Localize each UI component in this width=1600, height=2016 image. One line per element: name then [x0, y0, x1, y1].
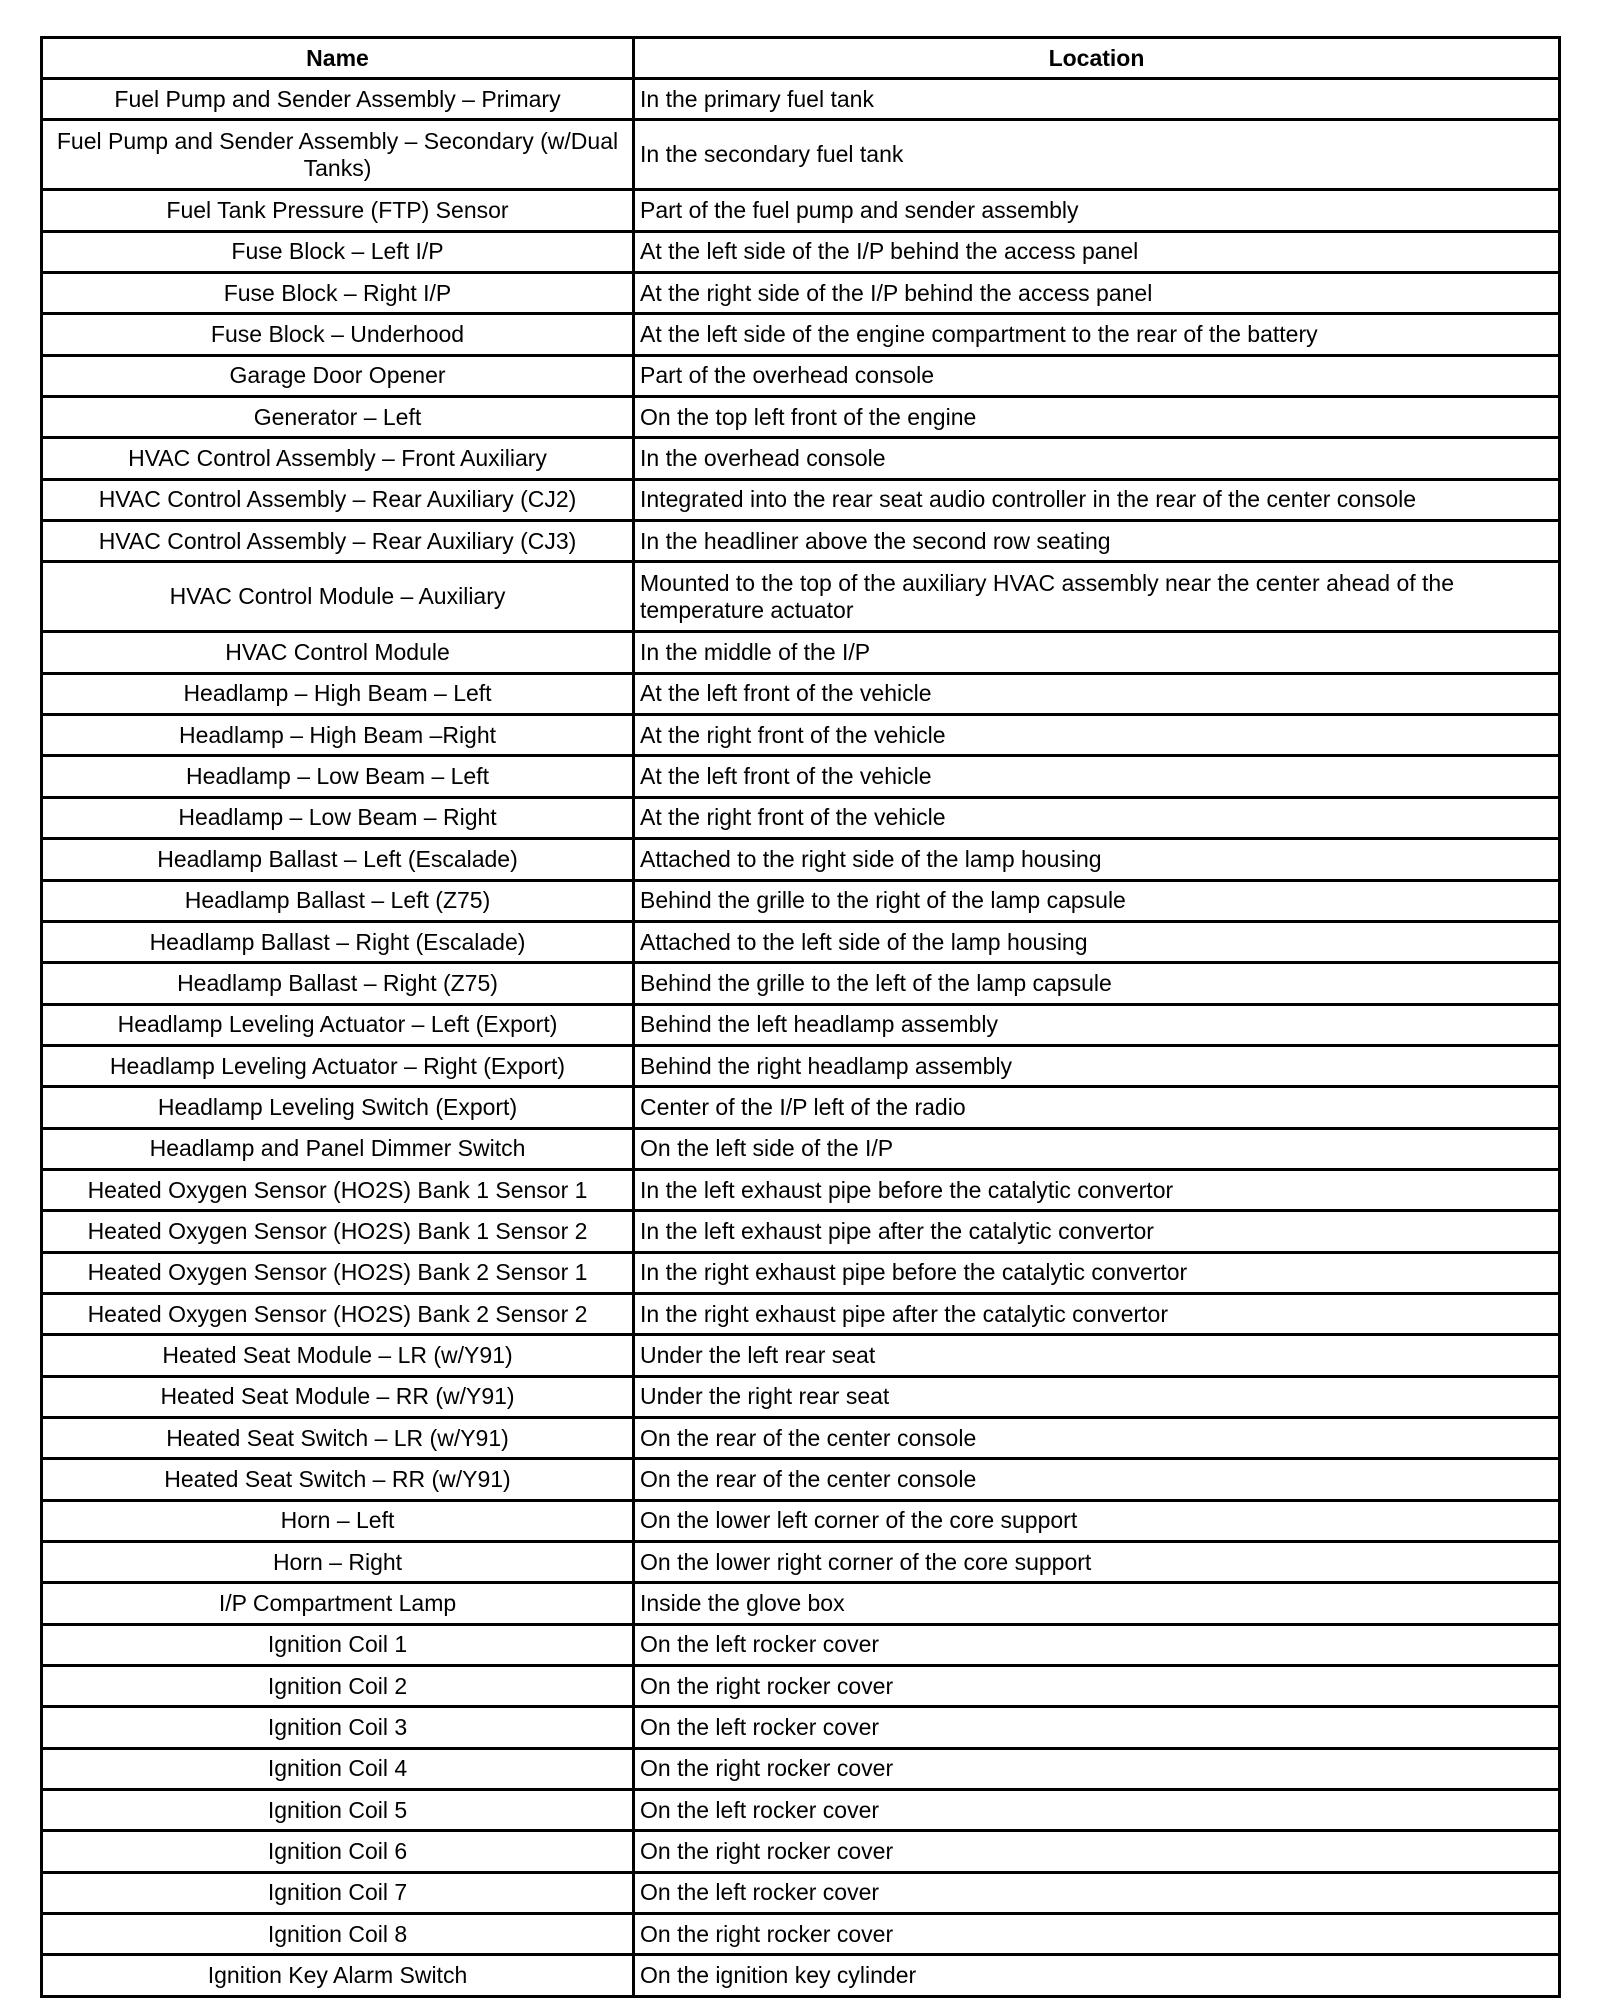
component-location-cell: Part of the overhead console: [634, 355, 1560, 396]
table-row: [42, 1459, 1560, 1500]
component-name-cell: Headlamp Ballast – Left (Escalade): [42, 839, 634, 880]
component-name-cell: Ignition Coil 1: [42, 1624, 634, 1665]
table-row: [42, 715, 1560, 756]
component-name-cell: Heated Oxygen Sensor (HO2S) Bank 1 Sensor 1: [42, 1169, 634, 1210]
component-location-cell: In the primary fuel tank: [634, 79, 1560, 120]
component-name-cell: HVAC Control Assembly – Rear Auxiliary (CJ2): [42, 479, 634, 520]
component-name-cell: Ignition Coil 2: [42, 1666, 634, 1707]
component-location-cell: On the rear of the center console: [634, 1417, 1560, 1458]
table-row: [42, 632, 1560, 673]
component-location-cell: At the right front of the vehicle: [634, 715, 1560, 756]
table-row: [42, 1335, 1560, 1376]
component-name-cell: Headlamp – High Beam – Left: [42, 673, 634, 714]
table-row: [42, 479, 1560, 520]
table-row: [42, 921, 1560, 962]
component-location-cell: In the left exhaust pipe before the catalytic convertor: [634, 1169, 1560, 1210]
table-row: [42, 231, 1560, 272]
component-name-cell: Headlamp and Panel Dimmer Switch: [42, 1128, 634, 1169]
component-name-cell: Headlamp Ballast – Right (Z75): [42, 963, 634, 1004]
header-row: [42, 38, 1560, 79]
component-location-cell: In the middle of the I/P: [634, 632, 1560, 673]
component-location-cell: On the top left front of the engine: [634, 397, 1560, 438]
component-name-cell: Headlamp Leveling Actuator – Right (Export): [42, 1045, 634, 1086]
component-name-cell: Heated Seat Switch – LR (w/Y91): [42, 1417, 634, 1458]
component-name-cell: Fuel Pump and Sender Assembly – Primary: [42, 79, 634, 120]
table-row: [42, 1500, 1560, 1541]
component-location-cell: On the left rocker cover: [634, 1624, 1560, 1665]
component-name-cell: Horn – Right: [42, 1542, 634, 1583]
component-name-cell: Garage Door Opener: [42, 355, 634, 396]
component-location-cell: On the right rocker cover: [634, 1666, 1560, 1707]
component-location-cell: Part of the fuel pump and sender assembly: [634, 190, 1560, 231]
component-name-cell: Ignition Coil 6: [42, 1831, 634, 1872]
table-row: [42, 1583, 1560, 1624]
component-name-cell: I/P Compartment Lamp: [42, 1583, 634, 1624]
table-row: [42, 1087, 1560, 1128]
table-row: [42, 79, 1560, 120]
table-row: [42, 756, 1560, 797]
component-name-cell: Horn – Left: [42, 1500, 634, 1541]
component-name-cell: HVAC Control Assembly – Rear Auxiliary (CJ3): [42, 521, 634, 562]
table-row: [42, 1045, 1560, 1086]
table-row: [42, 521, 1560, 562]
component-name-cell: Headlamp – Low Beam – Left: [42, 756, 634, 797]
table-row: [42, 673, 1560, 714]
table-row: [42, 438, 1560, 479]
table-row: [42, 1376, 1560, 1417]
component-name-cell: Ignition Coil 7: [42, 1872, 634, 1913]
component-name-cell: Fuse Block – Underhood: [42, 314, 634, 355]
component-name-cell: Ignition Key Alarm Switch: [42, 1955, 634, 1996]
component-location-cell: On the left side of the I/P: [634, 1128, 1560, 1169]
component-name-cell: Ignition Coil 3: [42, 1707, 634, 1748]
table-row: [42, 120, 1560, 190]
component-name-cell: Heated Oxygen Sensor (HO2S) Bank 1 Sensor 2: [42, 1211, 634, 1252]
component-name-cell: Headlamp Leveling Actuator – Left (Export): [42, 1004, 634, 1045]
component-name-cell: Fuse Block – Right I/P: [42, 273, 634, 314]
component-location-cell: Behind the grille to the right of the lamp capsule: [634, 880, 1560, 921]
table-row: [42, 562, 1560, 632]
component-location-cell: Under the left rear seat: [634, 1335, 1560, 1376]
table-row: [42, 1293, 1560, 1334]
component-location-cell: On the left rocker cover: [634, 1790, 1560, 1831]
component-name-cell: Heated Seat Module – LR (w/Y91): [42, 1335, 634, 1376]
header-name: Name: [42, 38, 634, 79]
table-row: [42, 880, 1560, 921]
table-row: [42, 397, 1560, 438]
component-name-cell: Ignition Coil 5: [42, 1790, 634, 1831]
component-location-cell: In the overhead console: [634, 438, 1560, 479]
component-name-cell: Headlamp Ballast – Right (Escalade): [42, 921, 634, 962]
component-name-cell: Headlamp – High Beam –Right: [42, 715, 634, 756]
table-row: [42, 1542, 1560, 1583]
component-location-cell: In the secondary fuel tank: [634, 120, 1560, 190]
header-location: Location: [634, 38, 1560, 79]
table-row: [42, 963, 1560, 1004]
component-location-cell: On the ignition key cylinder: [634, 1955, 1560, 1996]
table-row: [42, 1417, 1560, 1458]
table-row: [42, 1790, 1560, 1831]
table-row: [42, 1831, 1560, 1872]
component-location-cell: In the right exhaust pipe after the catalytic convertor: [634, 1293, 1560, 1334]
component-name-cell: Heated Oxygen Sensor (HO2S) Bank 2 Sensor 2: [42, 1293, 634, 1334]
table-row: [42, 1128, 1560, 1169]
component-name-cell: Fuel Pump and Sender Assembly – Secondary (w/Dual Tanks): [42, 120, 634, 190]
table-body: [42, 79, 1560, 1997]
component-location-cell: Inside the glove box: [634, 1583, 1560, 1624]
table-row: [42, 1252, 1560, 1293]
component-location-cell: Behind the right headlamp assembly: [634, 1045, 1560, 1086]
table-row: [42, 1955, 1560, 1996]
component-location-cell: At the right side of the I/P behind the access panel: [634, 273, 1560, 314]
table-row: [42, 1004, 1560, 1045]
component-location-cell: In the headliner above the second row seating: [634, 521, 1560, 562]
component-name-cell: Heated Seat Switch – RR (w/Y91): [42, 1459, 634, 1500]
component-name-cell: Heated Seat Module – RR (w/Y91): [42, 1376, 634, 1417]
component-location-cell: In the right exhaust pipe before the catalytic convertor: [634, 1252, 1560, 1293]
table-row: [42, 839, 1560, 880]
table-row: [42, 355, 1560, 396]
component-location-table: [40, 36, 1561, 1998]
component-name-cell: Headlamp – Low Beam – Right: [42, 797, 634, 838]
component-location-cell: Under the right rear seat: [634, 1376, 1560, 1417]
table-row: [42, 190, 1560, 231]
component-location-cell: At the left front of the vehicle: [634, 756, 1560, 797]
component-location-cell: In the left exhaust pipe after the catalytic convertor: [634, 1211, 1560, 1252]
component-location-cell: Mounted to the top of the auxiliary HVAC assembly near the center ahead of the temperature actuator: [634, 562, 1560, 632]
component-location-cell: On the lower left corner of the core support: [634, 1500, 1560, 1541]
component-name-cell: Ignition Coil 8: [42, 1914, 634, 1955]
table-row: [42, 1748, 1560, 1789]
component-name-cell: Heated Oxygen Sensor (HO2S) Bank 2 Sensor 1: [42, 1252, 634, 1293]
component-name-cell: HVAC Control Module: [42, 632, 634, 673]
component-name-cell: Ignition Coil 4: [42, 1748, 634, 1789]
component-location-cell: On the lower right corner of the core support: [634, 1542, 1560, 1583]
component-location-cell: At the left side of the engine compartment to the rear of the battery: [634, 314, 1560, 355]
component-location-cell: At the left front of the vehicle: [634, 673, 1560, 714]
component-location-cell: On the left rocker cover: [634, 1707, 1560, 1748]
table-row: [42, 314, 1560, 355]
table-row: [42, 1211, 1560, 1252]
component-location-cell: Center of the I/P left of the radio: [634, 1087, 1560, 1128]
component-name-cell: Fuse Block – Left I/P: [42, 231, 634, 272]
component-location-cell: Behind the left headlamp assembly: [634, 1004, 1560, 1045]
table-row: [42, 797, 1560, 838]
component-name-cell: Fuel Tank Pressure (FTP) Sensor: [42, 190, 634, 231]
component-location-cell: Attached to the right side of the lamp housing: [634, 839, 1560, 880]
component-location-cell: Behind the grille to the left of the lamp capsule: [634, 963, 1560, 1004]
component-name-cell: HVAC Control Module – Auxiliary: [42, 562, 634, 632]
component-location-cell: On the rear of the center console: [634, 1459, 1560, 1500]
component-location-cell: On the left rocker cover: [634, 1872, 1560, 1913]
table-row: [42, 1624, 1560, 1665]
component-location-cell: On the right rocker cover: [634, 1831, 1560, 1872]
component-location-cell: At the left side of the I/P behind the access panel: [634, 231, 1560, 272]
component-name-cell: Generator – Left: [42, 397, 634, 438]
table-row: [42, 1914, 1560, 1955]
component-location-cell: On the right rocker cover: [634, 1748, 1560, 1789]
component-name-cell: Headlamp Leveling Switch (Export): [42, 1087, 634, 1128]
component-location-cell: Attached to the left side of the lamp housing: [634, 921, 1560, 962]
component-name-cell: HVAC Control Assembly – Front Auxiliary: [42, 438, 634, 479]
table-row: [42, 1872, 1560, 1913]
component-location-cell: At the right front of the vehicle: [634, 797, 1560, 838]
component-location-cell: On the right rocker cover: [634, 1914, 1560, 1955]
component-location-cell: Integrated into the rear seat audio controller in the rear of the center console: [634, 479, 1560, 520]
table-row: [42, 1666, 1560, 1707]
table-row: [42, 1707, 1560, 1748]
table-row: [42, 273, 1560, 314]
component-name-cell: Headlamp Ballast – Left (Z75): [42, 880, 634, 921]
table-row: [42, 1169, 1560, 1210]
